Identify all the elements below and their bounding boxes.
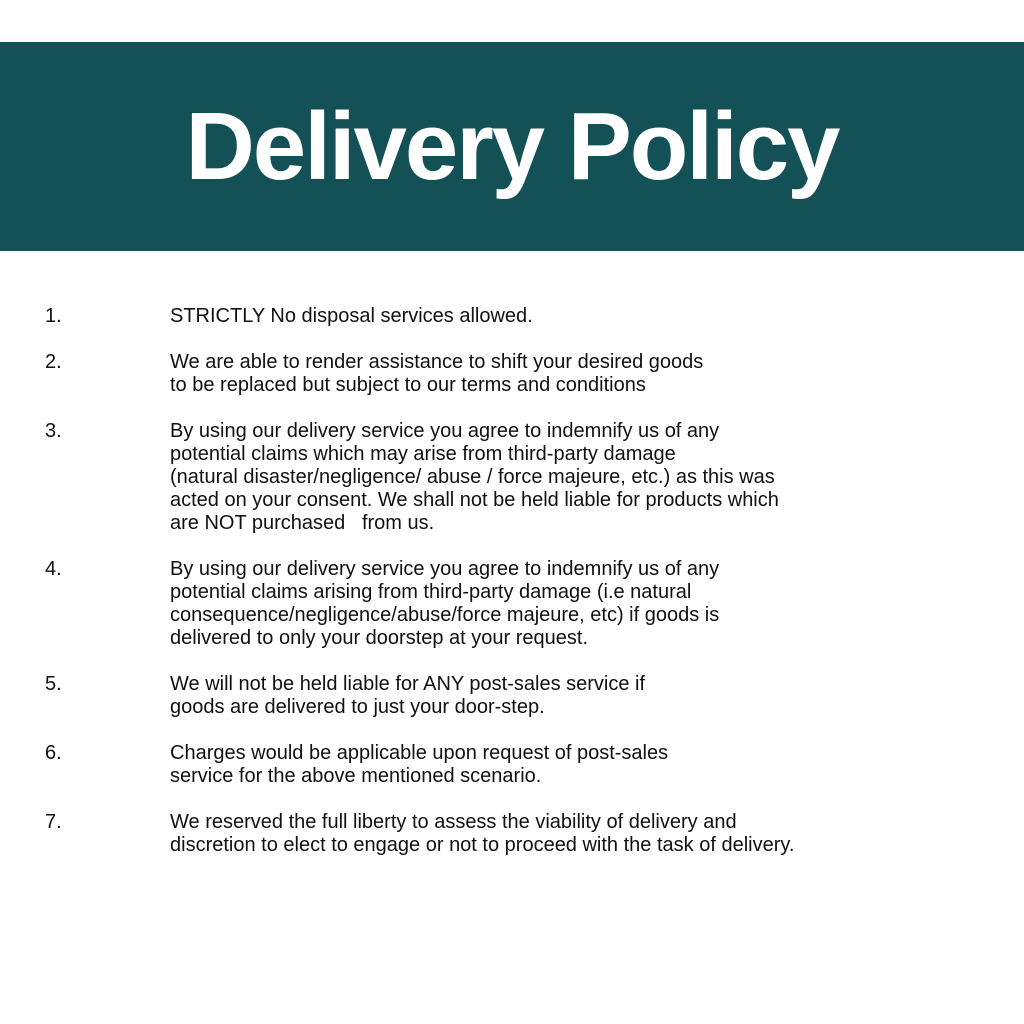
policy-line: STRICTLY No disposal services allowed. <box>170 305 533 327</box>
policy-item-text <box>170 305 960 328</box>
policy-item-text <box>170 811 960 857</box>
policy-line: We reserved the full liberty to assess the viability of delivery and <box>170 811 737 833</box>
page-title: Delivery Policy <box>185 92 839 200</box>
policy-item-number: 2. <box>45 351 62 373</box>
policy-line: to be replaced but subject to our terms and conditions <box>170 374 646 396</box>
policy-line: acted on your consent. We shall not be held liable for products which <box>170 489 779 511</box>
policy-line: delivered to only your doorstep at your request. <box>170 627 589 649</box>
policy-item-text <box>170 558 960 650</box>
policy-item <box>0 742 1024 788</box>
policy-item-number: 4. <box>45 558 62 580</box>
policy-line: By using our delivery service you agree to indemnify us of any <box>170 420 720 442</box>
policy-item-text <box>170 351 960 397</box>
header-banner <box>0 42 1024 251</box>
policy-line: (natural disaster/negligence/ abuse / force majeure, etc.) as this was <box>170 466 775 488</box>
policy-line: potential claims arising from third-party damage (i.e natural <box>170 581 692 603</box>
policy-line: discretion to elect to engage or not to proceed with the task of delivery. <box>170 834 795 856</box>
policy-item-number: 6. <box>45 742 62 764</box>
policy-item-number: 3. <box>45 420 62 442</box>
policy-item <box>0 420 1024 535</box>
policy-line: are NOT purchased from us. <box>170 512 435 534</box>
policy-line: We will not be held liable for ANY post-sales service if <box>170 673 646 695</box>
policy-line: service for the above mentioned scenario. <box>170 765 542 787</box>
policy-item <box>0 811 1024 857</box>
policy-line: goods are delivered to just your door-step. <box>170 696 545 718</box>
policy-item-number: 5. <box>45 673 62 695</box>
policy-list <box>0 305 1024 857</box>
policy-line: By using our delivery service you agree to indemnify us of any <box>170 558 720 580</box>
policy-line: Charges would be applicable upon request of post-sales <box>170 742 669 764</box>
policy-line: consequence/negligence/abuse/force majeure, etc) if goods is <box>170 604 720 626</box>
policy-item <box>0 558 1024 650</box>
policy-line: potential claims which may arise from third-party damage <box>170 443 676 465</box>
policy-item <box>0 673 1024 719</box>
policy-line: We are able to render assistance to shift your desired goods <box>170 351 704 373</box>
policy-item <box>0 305 1024 328</box>
policy-item-text <box>170 742 960 788</box>
policy-item <box>0 351 1024 397</box>
policy-item-text <box>170 673 960 719</box>
policy-item-text <box>170 420 960 535</box>
policy-item-number: 7. <box>45 811 62 833</box>
policy-item-number: 1. <box>45 305 62 327</box>
